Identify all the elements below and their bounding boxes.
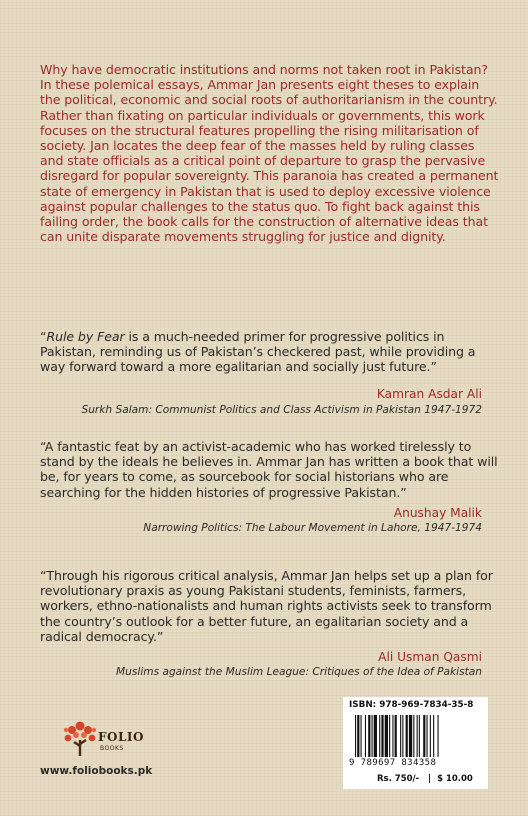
book-blurb: Why have democratic institutions and norms not taken root in Pakistan? In these polemical essays, Ammar Jan presents eight theses to explain the political, economic and social roots of authoritarianism in the country. Rather than fixating on particular individuals or governments, this work focuses on the structural features propelling the rising militarisation of society. Jan locates the deep fear of the masses held by ruling classes and state officials as a critical point of departure to grasp the pervasive disregard for popular sovereignty. This paranoia has created a permanent state of emergency in Pakistan that is used to deploy excessive violence against popular challenges to the status quo. To fight back against this failing order, the book calls for the construction of alternative ideas that can unite disparate movements struggling for justice and dignity. xyxy=(40,62,499,245)
quote-2-source: Narrowing Politics: The Labour Movement in Lahore, 1947-1974 xyxy=(143,522,482,534)
barcode-bar xyxy=(438,715,439,757)
barcode-bar xyxy=(361,715,362,757)
barcode-bar xyxy=(374,715,377,757)
barcode-bar xyxy=(355,715,356,757)
barcode-bar xyxy=(400,715,401,757)
barcode-bar xyxy=(423,715,425,757)
barcode-bar xyxy=(402,715,403,757)
quote-2-author: Anushay Malik xyxy=(393,506,482,520)
barcode-bar xyxy=(427,715,428,757)
barcode-bar xyxy=(372,715,373,757)
barcode-bar xyxy=(419,715,420,757)
publisher-name: FOLIO xyxy=(98,730,144,744)
barcode-bar xyxy=(389,715,390,757)
barcode-bar xyxy=(385,715,388,757)
barcode-bar xyxy=(368,715,370,757)
barcode-bar xyxy=(406,715,408,757)
publisher-logo xyxy=(62,718,142,758)
quote-2: “A fantastic feat by an activist-academic who has worked tirelessly to stand by the ideals he believes in. Ammar Jan has written a book that will be, for years to come, as sourcebook for social historians who are searching for the hidden histories of progressive Pakistan.” xyxy=(40,439,498,500)
tree-icon xyxy=(62,718,98,758)
barcode-bar xyxy=(413,715,414,757)
quote-1-source: Surkh Salam: Communist Politics and Class Activism in Pakistan 1947-1972 xyxy=(81,404,482,416)
barcode-bar xyxy=(433,715,434,757)
quote-3-source: Muslims against the Muslim League: Critiques of the Idea of Pakistan xyxy=(116,666,482,678)
barcode-bar xyxy=(417,715,418,757)
quote-1: “Rule by Fear is a much-needed primer for progressive politics in Pakistan, reminding us of Pakistan’s checkered past, while providing a way forward toward a more egalitarian and socially just future.” xyxy=(40,329,476,375)
publisher-website: www.foliobooks.pk xyxy=(40,765,153,777)
book-title: Rule by Fear xyxy=(46,329,125,344)
barcode-bar xyxy=(357,715,359,757)
barcode-icon xyxy=(355,715,477,757)
isbn-label: ISBN: 978-969-7834-35-8 xyxy=(349,700,474,710)
quote-3-author: Ali Usman Qasmi xyxy=(378,650,482,664)
barcode-bar xyxy=(381,715,383,757)
barcode-bar xyxy=(379,715,380,757)
barcode-bar xyxy=(430,715,431,757)
barcode-bar xyxy=(392,715,393,757)
publisher-sub: BOOKS xyxy=(100,745,124,752)
price-label: Rs. 750/- | $ 10.00 xyxy=(377,774,473,784)
quote-3: “Through his rigorous critical analysis, Ammar Jan helps set up a plan for revolutionary praxis as young Pakistani students, feminists, farmers, workers, ethno-nationalists and human rights activists seek to transform the country’s outlook for a better future, an egalitarian society and a radical democracy.” xyxy=(40,568,493,644)
barcode-panel xyxy=(343,697,488,789)
barcode-bar xyxy=(365,715,366,757)
barcode-bar xyxy=(409,715,412,757)
barcode-bar xyxy=(395,715,397,757)
quote-1-author: Kamran Asdar Ali xyxy=(376,387,482,401)
barcode-digits: 9 789697 834358 xyxy=(349,758,437,768)
